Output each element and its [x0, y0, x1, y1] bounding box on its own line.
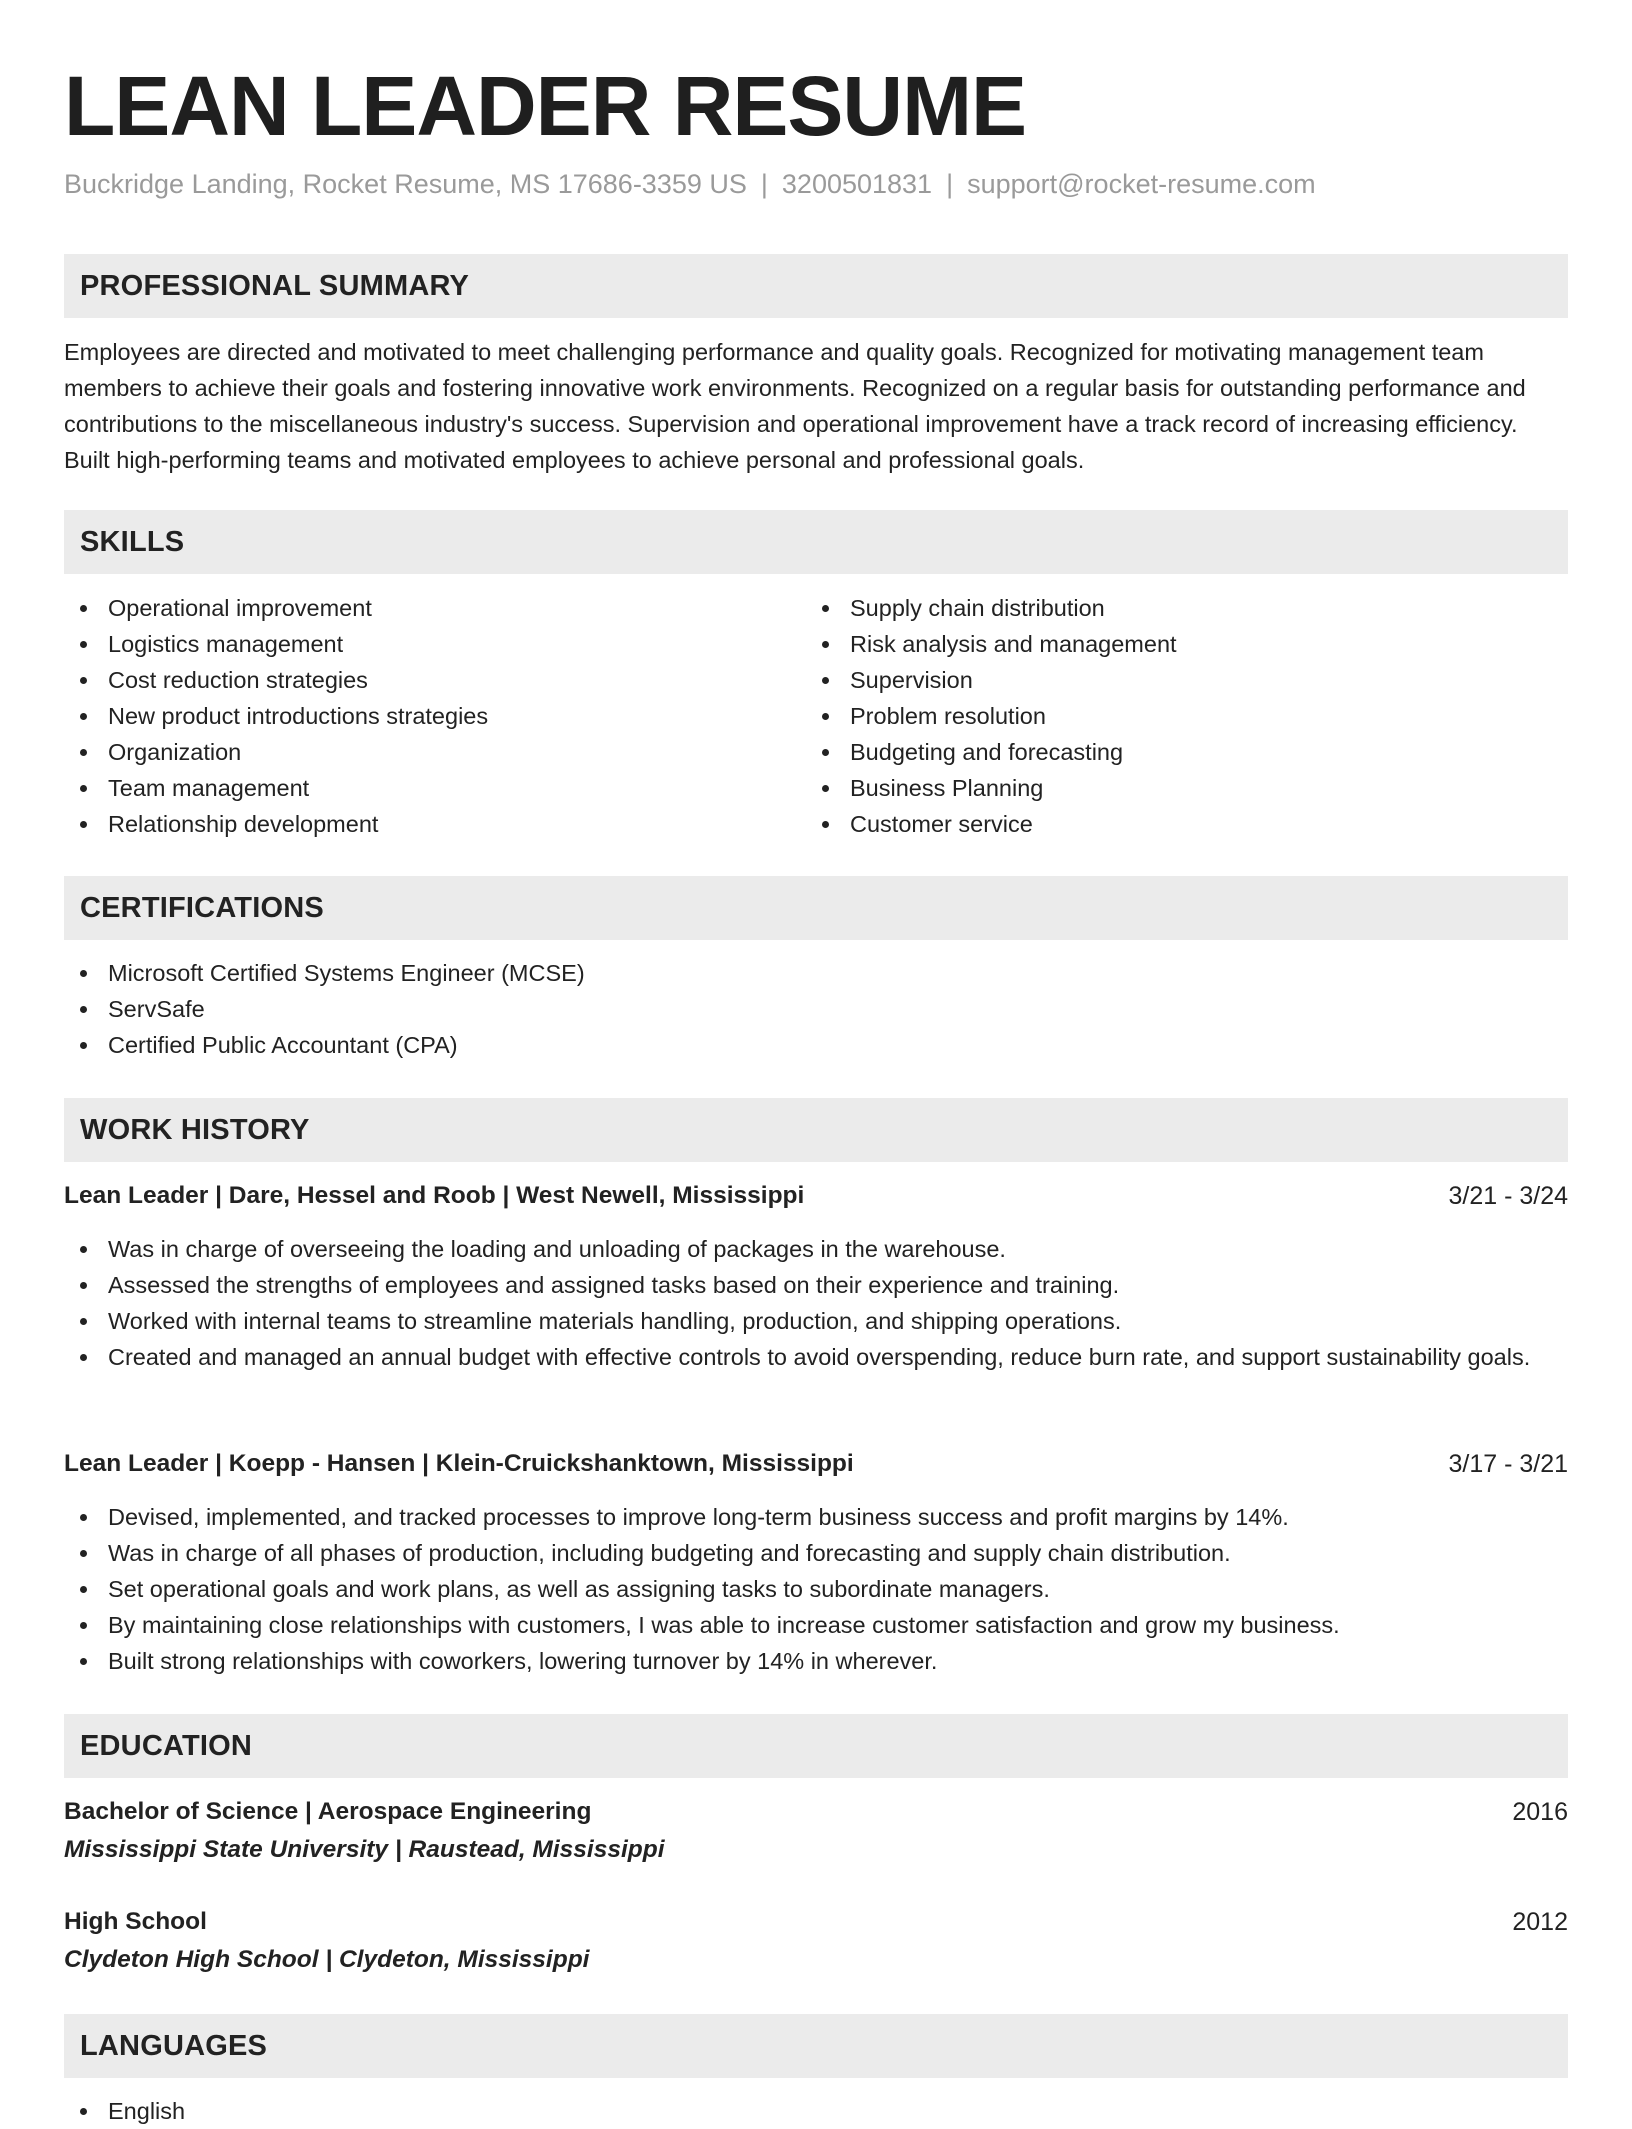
job-bullet-text: Was in charge of all phases of production, including budgeting and forecasting and supply chain distribution.: [108, 1540, 1231, 1566]
bullet-icon: [80, 1246, 87, 1253]
skill-item: [64, 662, 804, 698]
job-bullet: [64, 1643, 1568, 1679]
bullet-icon: [80, 1550, 87, 1557]
language-label: English: [108, 2098, 186, 2124]
section-heading-education: EDUCATION: [64, 1714, 1568, 1778]
education-year: 2012: [1512, 1908, 1568, 1936]
certification-label: Certified Public Accountant (CPA): [108, 1032, 458, 1058]
skill-label: New product introductions strategies: [108, 703, 489, 729]
skill-label: Team management: [108, 775, 310, 801]
contact-address: Buckridge Landing, Rocket Resume, MS 17686-3359 US: [64, 169, 747, 199]
job-bullet: [64, 1607, 1568, 1643]
bullet-icon: [80, 605, 87, 612]
job-title: Lean Leader | Koepp - Hansen | Klein-Cruickshanktown, Mississippi: [64, 1450, 854, 1477]
skill-item: [64, 626, 804, 662]
section-heading-certifications: CERTIFICATIONS: [64, 876, 1568, 940]
job-bullet-text: Was in charge of overseeing the loading and unloading of packages in the warehouse.: [108, 1236, 1006, 1262]
section-heading-languages: LANGUAGES: [64, 2014, 1568, 2078]
certification-label: ServSafe: [108, 996, 205, 1022]
job-bullet-text: Created and managed an annual budget with effective controls to avoid overspending, reduce burn rate, and support sustainability goals.: [108, 1344, 1531, 1370]
job-bullets: [64, 1499, 1568, 1679]
bullet-icon: [80, 1318, 87, 1325]
bullet-icon: [80, 1658, 87, 1665]
certification-item: [64, 991, 1568, 1027]
skill-label: Operational improvement: [108, 595, 372, 621]
bullet-icon: [822, 713, 829, 720]
resume-title: LEAN LEADER RESUME: [64, 59, 1027, 153]
section-heading-summary: PROFESSIONAL SUMMARY: [64, 254, 1568, 318]
bullet-icon: [80, 821, 87, 828]
certification-label: Microsoft Certified Systems Engineer (MCSE): [108, 960, 585, 986]
bullet-icon: [80, 1514, 87, 1521]
contact-email: support@rocket-resume.com: [967, 169, 1316, 199]
bullet-icon: [822, 785, 829, 792]
job-bullet-text: Set operational goals and work plans, as well as assigning tasks to subordinate managers.: [108, 1576, 1050, 1602]
skill-item: [806, 698, 1566, 734]
bullet-icon: [80, 1586, 87, 1593]
job-dates: 3/17 - 3/21: [1448, 1450, 1568, 1478]
job-bullet-text: By maintaining close relationships with customers, I was able to increase customer satisfaction and grow my business.: [108, 1612, 1340, 1638]
skill-label: Problem resolution: [850, 703, 1046, 729]
bullet-icon: [80, 713, 87, 720]
section-heading-skills: SKILLS: [64, 510, 1568, 574]
skill-item: [64, 806, 804, 842]
skill-item: [64, 770, 804, 806]
bullet-icon: [80, 785, 87, 792]
section-heading-work-history: WORK HISTORY: [64, 1098, 1568, 1162]
skill-item: [806, 590, 1566, 626]
bullet-icon: [80, 677, 87, 684]
skills-list-left: [64, 590, 804, 842]
bullet-icon: [822, 605, 829, 612]
bullet-icon: [80, 1006, 87, 1013]
education-degree: Bachelor of Science | Aerospace Engineering: [64, 1798, 592, 1825]
skill-label: Budgeting and forecasting: [850, 739, 1124, 765]
skill-item: [806, 806, 1566, 842]
bullet-icon: [80, 641, 87, 648]
job-bullet: [64, 1339, 1568, 1375]
job-bullet: [64, 1499, 1568, 1535]
summary-text: Employees are directed and motivated to meet challenging performance and quality goals. Recognized for motivating management team members to achieve their goals and fostering innovative work environments. Recognized on a regular basis for outstanding performance and contributions to the miscellaneous industry's success. Supervision and operational improvement have a track record of increasing efficiency. Built high-performing teams and motivated employees to achieve personal and professional goals.: [64, 339, 1526, 473]
job-bullet: [64, 1571, 1568, 1607]
skill-label: Relationship development: [108, 811, 379, 837]
contact-separator: |: [760, 169, 768, 199]
bullet-icon: [80, 749, 87, 756]
skill-label: Business Planning: [850, 775, 1044, 801]
skill-item: [64, 698, 804, 734]
skill-label: Organization: [108, 739, 242, 765]
job-bullet-text: Worked with internal teams to streamline materials handling, production, and shipping operations.: [108, 1308, 1122, 1334]
job-bullet: [64, 1267, 1568, 1303]
bullet-icon: [822, 641, 829, 648]
skill-label: Logistics management: [108, 631, 344, 657]
skill-item: [806, 734, 1566, 770]
education-school: Clydeton High School | Clydeton, Mississippi: [64, 1946, 590, 1973]
bullet-icon: [80, 970, 87, 977]
job-dates: 3/21 - 3/24: [1448, 1182, 1568, 1210]
job-bullets: [64, 1231, 1568, 1375]
job-bullet-text: Devised, implemented, and tracked processes to improve long-term business success and profit margins by 14%.: [108, 1504, 1289, 1530]
skill-label: Supervision: [850, 667, 973, 693]
education-year: 2016: [1512, 1798, 1568, 1826]
skill-label: Customer service: [850, 811, 1033, 837]
skill-item: [806, 662, 1566, 698]
skill-item: [64, 734, 804, 770]
skill-label: Risk analysis and management: [850, 631, 1177, 657]
bullet-icon: [822, 677, 829, 684]
certification-item: [64, 955, 1568, 991]
skill-label: Supply chain distribution: [850, 595, 1105, 621]
job-bullet: [64, 1535, 1568, 1571]
languages-list: [64, 2093, 1568, 2129]
language-item: [64, 2093, 1568, 2129]
skill-item: [806, 626, 1566, 662]
job-bullet: [64, 1231, 1568, 1267]
job-title: Lean Leader | Dare, Hessel and Roob | West Newell, Mississippi: [64, 1182, 805, 1209]
skills-list-right: [806, 590, 1566, 842]
skill-label: Cost reduction strategies: [108, 667, 368, 693]
contact-separator: |: [946, 169, 954, 199]
job-bullet-text: Assessed the strengths of employees and assigned tasks based on their experience and training.: [108, 1272, 1120, 1298]
job-bullet-text: Built strong relationships with coworkers, lowering turnover by 14% in wherever.: [108, 1648, 938, 1674]
bullet-icon: [80, 1354, 87, 1361]
contact-line: [64, 166, 1316, 202]
job-bullet: [64, 1303, 1568, 1339]
bullet-icon: [822, 749, 829, 756]
contact-phone: 3200501831: [781, 169, 933, 199]
education-school: Mississippi State University | Raustead, Mississippi: [64, 1836, 665, 1863]
bullet-icon: [822, 821, 829, 828]
skill-item: [806, 770, 1566, 806]
education-degree: High School: [64, 1908, 207, 1935]
certification-item: [64, 1027, 1568, 1063]
bullet-icon: [80, 1042, 87, 1049]
skill-item: [64, 590, 804, 626]
bullet-icon: [80, 1282, 87, 1289]
bullet-icon: [80, 1622, 87, 1629]
certifications-list: [64, 955, 1568, 1063]
